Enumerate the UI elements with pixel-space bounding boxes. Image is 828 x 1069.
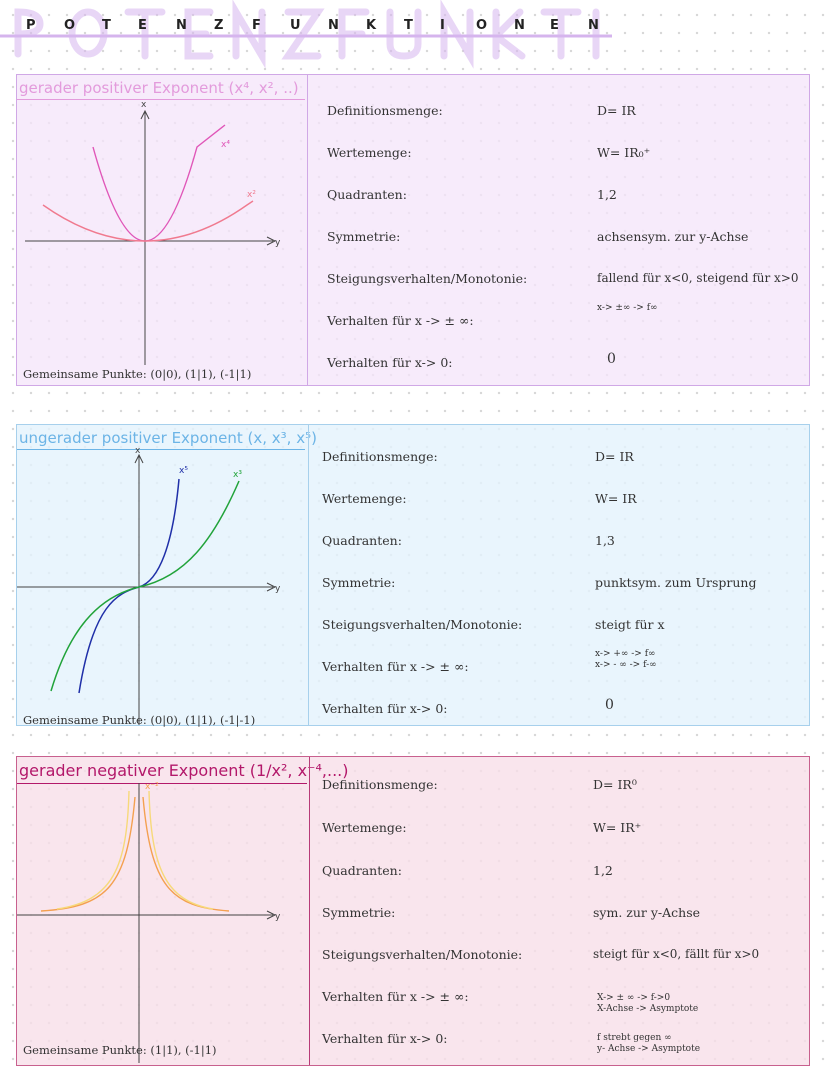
prop-value-definitionsmenge: D= IR [597,103,636,118]
prop-value-monotonie: fallend für x<0, steigend für x>0 [597,271,799,285]
curve-x3 [51,481,239,691]
prop-value-verhalten-null: 0 [607,351,616,367]
prop-label-verhalten-null: Verhalten für x-> 0: [327,355,453,370]
prop-value-monotonie: steigt für x<0, fällt für x>0 [593,947,760,961]
prop-label-verhalten-unendlich: Verhalten für x -> ± ∞: [322,659,469,674]
common-points: Gemeinsame Punkte: (0|0), (1|1), (-1|-1) [23,713,256,727]
prop-value-verhalten-null: f strebt gegen ∞ y- Achse -> Asymptote [597,1033,701,1054]
prop-label-verhalten-unendlich: Verhalten für x -> ± ∞: [327,313,474,328]
prop-label-symmetrie: Symmetrie: [322,575,396,590]
prop-label-verhalten-null: Verhalten für x-> 0: [322,701,448,716]
common-points: Gemeinsame Punkte: (1|1), (-1|1) [23,1043,217,1057]
prop-label-verhalten-null: Verhalten für x-> 0: [322,1031,448,1046]
prop-label-wertemenge: Wertemenge: [322,820,407,835]
section-heading: gerader negativer Exponent (1/x², x⁻⁴,...) [19,761,349,780]
prop-label-wertemenge: Wertemenge: [327,145,412,160]
prop-label-wertemenge: Wertemenge: [322,491,407,506]
prop-value-wertemenge: W= IR⁺ [593,820,642,835]
axis-x-label: x [141,100,147,110]
title-letter: T [404,18,413,33]
prop-value-symmetrie: punktsym. zum Ursprung [595,575,757,590]
prop-value-definitionsmenge: D= IR⁰ [593,777,637,792]
title-letter: O [64,18,76,33]
prop-value-monotonie: steigt für x [595,617,665,632]
prop-value-verhalten-unendlich: x-> ±∞ -> f∞ [597,303,658,313]
prop-value-verhalten-unendlich: x-> +∞ -> f∞ x-> - ∞ -> f-∞ [595,649,657,670]
function-graph [17,777,307,1063]
curve-x5 [79,479,179,693]
prop-label-monotonie: Steigungsverhalten/Monotonie: [327,271,528,286]
curve-x-4-right [149,791,213,909]
title-letter: E [550,18,559,33]
axis-x-label: x [135,446,141,456]
section-divider [308,425,309,725]
prop-value-quadranten: 1,2 [597,187,617,202]
prop-label-definitionsmenge: Definitionsmenge: [327,103,443,118]
section-heading: ungerader positiver Exponent (x, x³, x⁵) [19,429,317,447]
prop-value-wertemenge: W= IR [595,491,637,506]
prop-value-verhalten-null: 0 [605,697,614,713]
curve-label-x-2: x⁻² [145,782,159,792]
section-heading: gerader positiver Exponent (x⁴, x², ..) [19,79,299,97]
title-letter: P [26,18,36,33]
prop-value-definitionsmenge: D= IR [595,449,634,464]
title-letter: F [252,18,261,33]
common-points: Gemeinsame Punkte: (0|0), (1|1), (-1|1) [23,367,252,381]
curve-label-x5: x⁵ [179,466,188,476]
curve-label-x4: x⁴ [221,140,230,150]
curve-label-x2: x² [247,190,256,200]
section-divider [307,75,308,385]
curve-x4 [93,125,225,241]
title-letter: Z [214,18,224,33]
prop-label-monotonie: Steigungsverhalten/Monotonie: [322,947,523,962]
prop-label-quadranten: Quadranten: [322,863,402,878]
prop-label-symmetrie: Symmetrie: [322,905,396,920]
curve-label-x3: x³ [233,470,242,480]
prop-label-quadranten: Quadranten: [327,187,407,202]
title-letter: N [588,18,599,33]
prop-value-quadranten: 1,2 [593,863,613,878]
curve-x-4-left [57,791,129,909]
prop-value-quadranten: 1,3 [595,533,615,548]
axis-y-label: y [275,912,281,922]
prop-label-symmetrie: Symmetrie: [327,229,401,244]
title-letter: N [328,18,339,33]
title-letter: U [290,18,301,33]
title-letter: N [176,18,187,33]
page-title [0,0,828,70]
title-letter: E [138,18,147,33]
function-graph [17,95,305,365]
prop-label-verhalten-unendlich: Verhalten für x -> ± ∞: [322,989,469,1004]
title-letter: O [476,18,488,33]
title-letter: K [366,18,377,33]
title-letters [26,18,626,48]
prop-value-verhalten-unendlich: X-> ± ∞ -> f->0 X-Achse -> Asymptote [597,993,699,1014]
section-odd-positive-exponent [16,424,810,726]
section-even-positive-exponent [16,74,810,386]
section-divider [309,757,310,1065]
prop-value-symmetrie: sym. zur y-Achse [593,905,701,920]
prop-value-symmetrie: achsensym. zur y-Achse [597,229,749,244]
title-letter: T [102,18,111,33]
prop-label-quadranten: Quadranten: [322,533,402,548]
curve-x2 [43,201,253,241]
prop-label-definitionsmenge: Definitionsmenge: [322,449,438,464]
prop-label-definitionsmenge: Definitionsmenge: [322,777,438,792]
title-letter: N [514,18,525,33]
prop-label-monotonie: Steigungsverhalten/Monotonie: [322,617,523,632]
title-letter: I [440,18,445,33]
prop-value-wertemenge: W= IR₀⁺ [597,145,651,160]
section-even-negative-exponent [16,756,810,1066]
axis-y-label: y [275,584,281,594]
function-graph [17,445,305,725]
axis-y-label: y [275,238,281,248]
